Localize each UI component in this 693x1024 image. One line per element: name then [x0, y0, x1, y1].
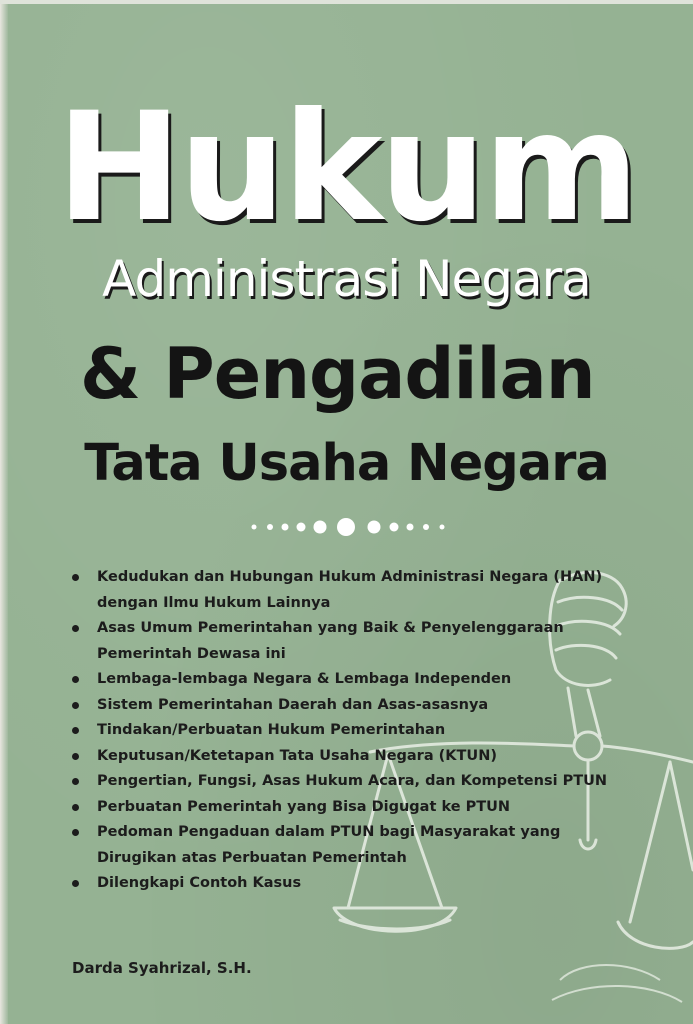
topic-item [70, 871, 670, 897]
author-name: Darda Syahrizal, S.H. [72, 959, 252, 977]
topic-line: Lembaga-lembaga Negara & Lembaga Independen [97, 671, 512, 687]
bullet-icon [72, 753, 79, 760]
topic-line: dengan Ilmu Hukum Lainnya [97, 594, 331, 611]
bullet-icon [72, 727, 79, 734]
topic-item [70, 693, 670, 719]
dot-divider-icon [0, 513, 693, 541]
topic-list [70, 565, 670, 897]
topic-item [70, 820, 670, 871]
book-subtitle-line-1: Administrasi Negara [102, 250, 591, 308]
topic-line: Pemerintah Dewasa ini [97, 645, 286, 662]
book-subtitle-line-3: Tata Usaha Negara [84, 434, 609, 493]
bullet-icon [72, 676, 79, 683]
bullet-icon [72, 829, 79, 836]
bullet-icon [72, 778, 79, 785]
topic-item [70, 718, 670, 744]
cover-top-edge [0, 0, 693, 4]
topic-line: Sistem Pemerintahan Daerah dan Asas-asasnya [97, 696, 489, 713]
topic-item [70, 667, 670, 693]
topic-line: Asas Umum Pemerintahan yang Baik & Penyelenggaraan [97, 620, 564, 636]
topic-item [70, 769, 670, 795]
topic-line: Pedoman Pengaduan dalam PTUN bagi Masyarakat yang [97, 824, 561, 840]
topic-item [70, 616, 670, 667]
bullet-icon [72, 880, 79, 887]
book-title: Hukum [56, 81, 637, 255]
topic-line: Kedudukan dan Hubungan Hukum Administrasi Negara (HAN) [97, 569, 603, 585]
topic-item [70, 565, 670, 616]
topic-line: Tindakan/Perbuatan Hukum Pemerintahan [97, 722, 446, 738]
topic-line: Pengertian, Fungsi, Asas Hukum Acara, dan Kompetensi PTUN [97, 773, 608, 789]
topic-line: Perbuatan Pemerintah yang Bisa Digugat ke PTUN [97, 798, 511, 815]
topic-line: Dilengkapi Contoh Kasus [97, 875, 302, 891]
topic-line: Dirugikan atas Perbuatan Pemerintah [97, 849, 407, 866]
topic-line: Keputusan/Ketetapan Tata Usaha Negara (KTUN) [97, 747, 497, 764]
bullet-icon [72, 574, 79, 581]
topic-item [70, 795, 670, 821]
topic-item [70, 744, 670, 770]
bullet-icon [72, 804, 79, 811]
bullet-icon [72, 625, 79, 632]
bullet-icon [72, 702, 79, 709]
book-subtitle-line-2: & Pengadilan [80, 333, 595, 415]
